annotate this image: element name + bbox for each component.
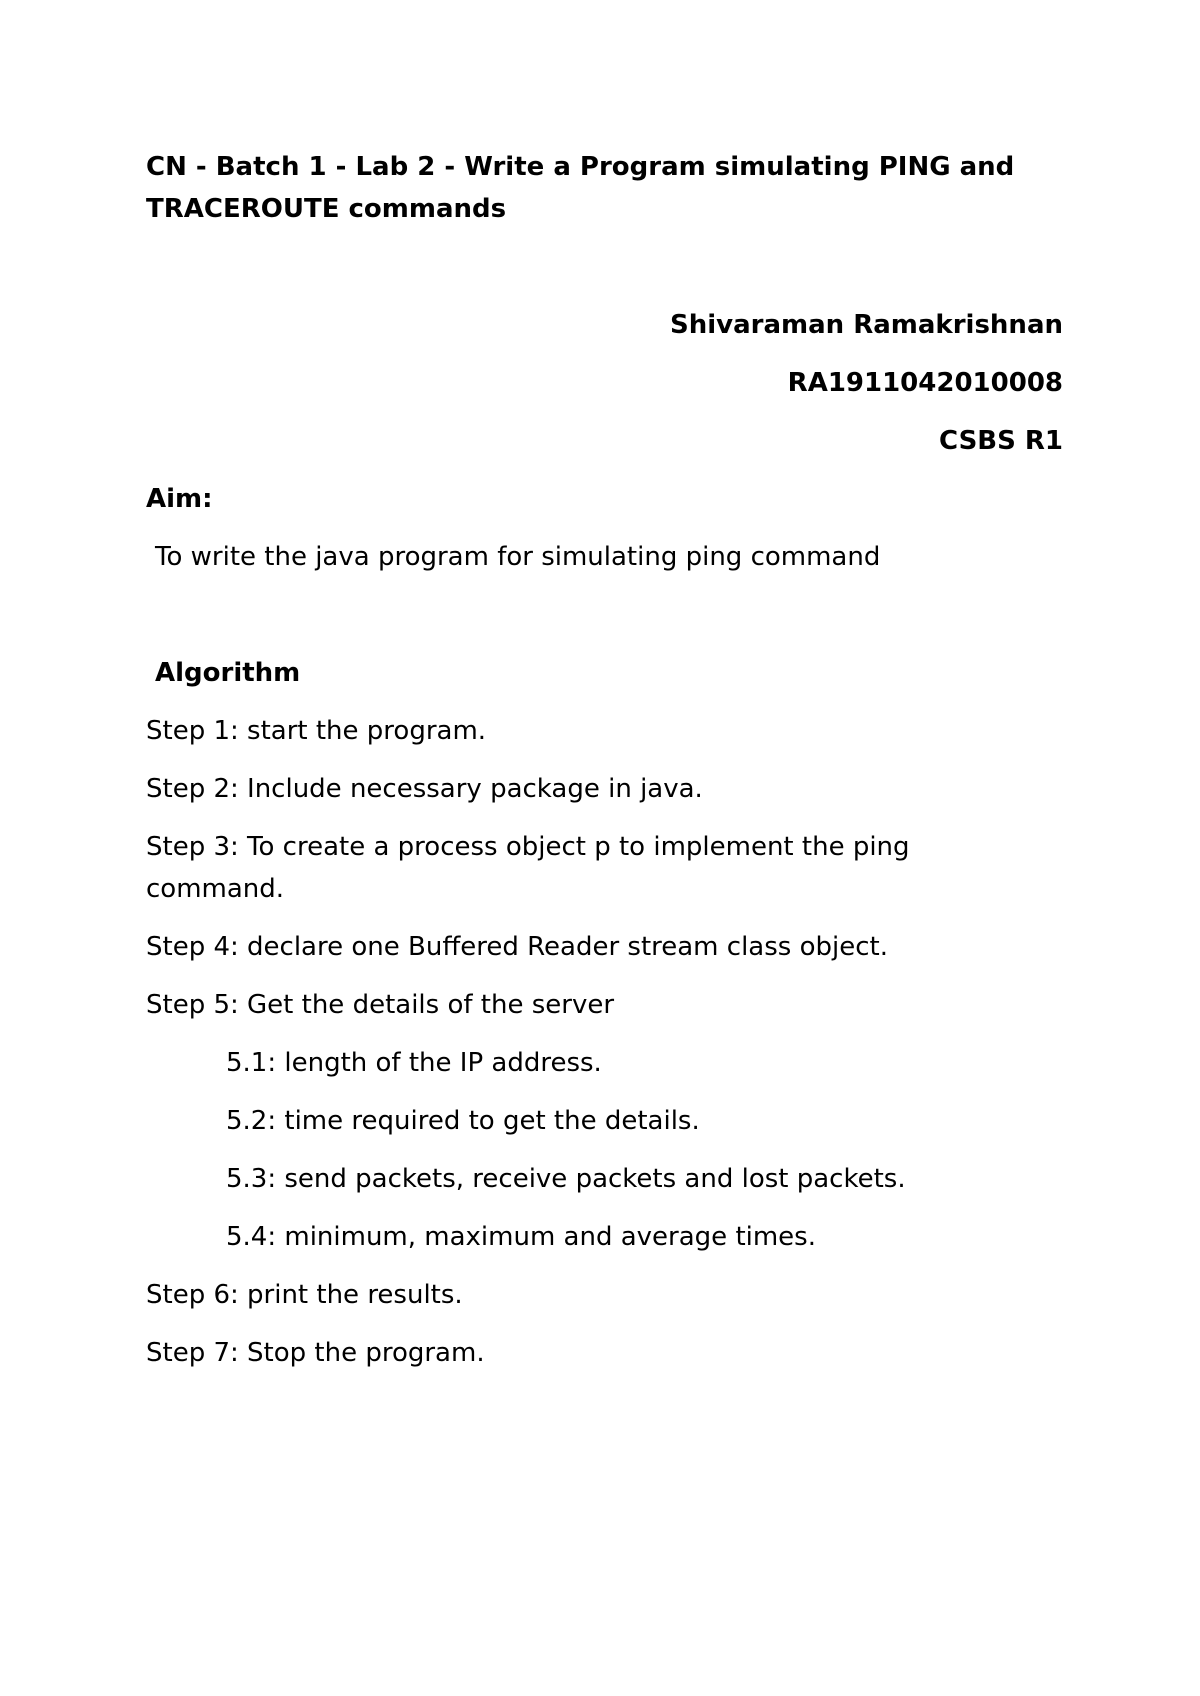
author-name: Shivaraman Ramakrishnan [670,310,1063,340]
algorithm-step: Step 4: declare one Buffered Reader stream class object. [146,932,888,962]
document-title: CN - Batch 1 - Lab 2 - Write a Program simulating PING and TRACEROUTE commands [146,152,1015,224]
algorithm-step: Step 7: Stop the program. [146,1338,485,1368]
algorithm-step: Step 1: start the program. [146,716,487,746]
registration-number: RA1911042010008 [787,368,1063,398]
algorithm-substep: 5.4: minimum, maximum and average times. [226,1222,816,1252]
aim-text: To write the java program for simulating ping command [155,542,881,572]
algorithm-step: Step 2: Include necessary package in java. [146,774,703,804]
algorithm-step: Step 5: Get the details of the server [146,990,615,1020]
algorithm-substep: 5.1: length of the IP address. [226,1048,602,1078]
algorithm-step: Step 3: To create a process object p to implement the ping command. [146,832,910,904]
aim-heading: Aim: [146,484,213,514]
algorithm-substep: 5.2: time required to get the details. [226,1106,700,1136]
algorithm-substep: 5.3: send packets, receive packets and lost packets. [226,1164,906,1194]
algorithm-step: Step 6: print the results. [146,1280,463,1310]
algorithm-heading: Algorithm [155,658,301,688]
class-section: CSBS R1 [939,426,1063,456]
